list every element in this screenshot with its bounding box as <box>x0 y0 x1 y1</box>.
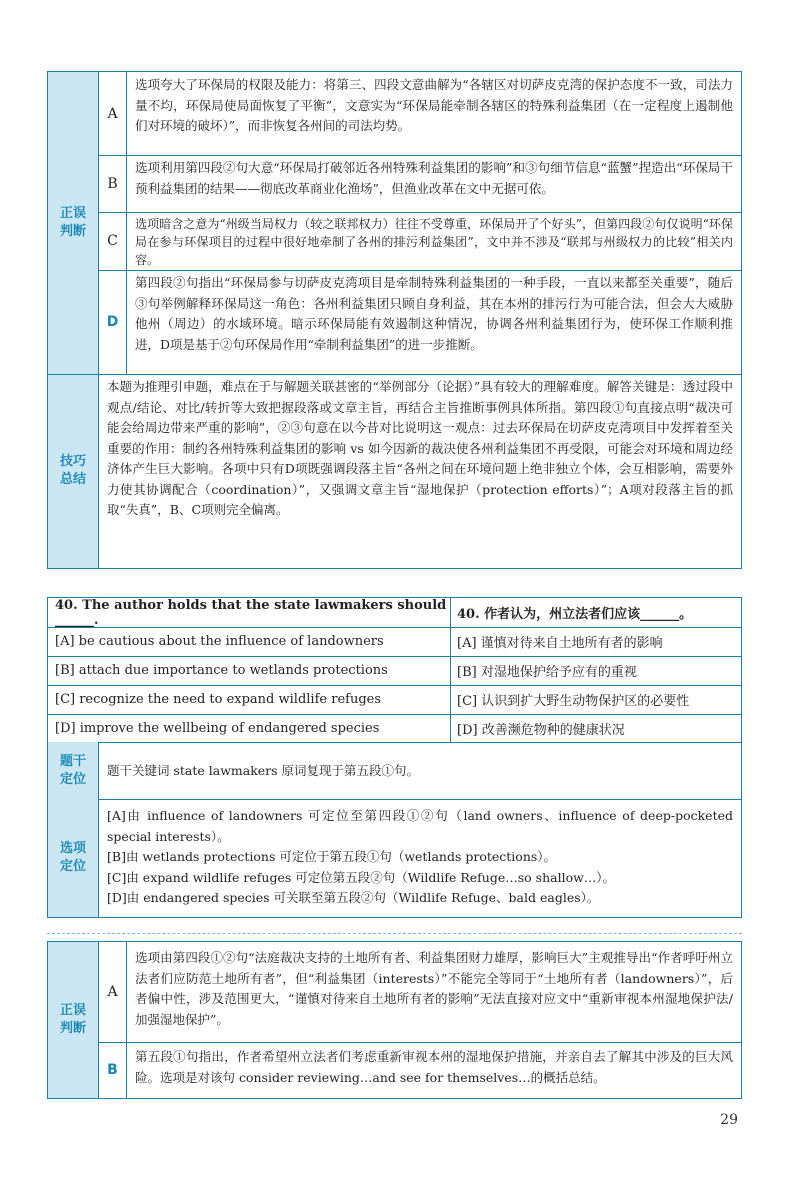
category-label-judgement-2: 正误 判断 <box>48 942 99 1098</box>
category-label-stem-locate: 题干 定位 <box>48 742 99 799</box>
option-locate-line-a: [A]由 influence of landowners 可定位至第四段①②句（land owners、influence of deep-pocketed special interests）。 <box>107 808 733 844</box>
option-d-zh[interactable]: [D] 改善濒危物种的健康状况 <box>457 722 625 738</box>
category-label-judgement: 正误 判断 <box>48 72 99 374</box>
option-c-zh[interactable]: [C] 认识到扩大野生动物保护区的必要性 <box>457 694 690 709</box>
option-d-en[interactable]: [D] improve the wellbeing of endangered species <box>55 720 380 736</box>
analysis-table-2 <box>47 941 742 1099</box>
option-locate-line-c: [C]由 expand wildlife refuges 可定位第五段②句（Wildlife Refuge…so shallow…）。 <box>107 869 616 885</box>
question-stem-zh: 40. 作者认为，州立法者们应该______。 <box>457 607 693 622</box>
analysis-text-c: 选项暗含之意为“州级当局权力（较之联邦权力）往往不受尊重，环保局开了个好头”，但第四段②句仅说明“环保局在参与环保项目的过程中很好地牵制了各州的排污利益集团”，文中并不涉及“联邦与州级权力的比较”相关内容。 <box>135 217 733 267</box>
question-40-table <box>47 597 742 918</box>
option-letter-b: B <box>99 155 127 212</box>
question-stem-en: 40. The author holds that the state lawmakers should ______. <box>55 597 447 628</box>
page-number: 29 <box>720 1112 738 1128</box>
skills-summary-text: 本题为推理引申题，难点在于与解题关联甚密的“举例部分（论据）”具有较大的理解难度。解答关键是：透过段中观点/结论、对比/转折等大致把握段落或文章主旨，再结合主旨推断事例具体所指。第四段①句直接点明“裁决可能会给周边带来严重的影响”，②③句意在以今昔对比说明这一观点：过去环保局在切萨皮克湾项目中发挥着至关重要的作用：制约各州特殊利益集团的影响 vs 如今因新的裁决使各州利益集团不再受限，可能会对环境和周边经济体产生巨大影响。各项中只有D项既强调段落主旨“各州之间在环境问题上绝非独立个体，会互相影响，需要外力使其协调配合（coordination）”，又强调文章主旨“湿地保护（protection efforts）”；A项对段落主旨的抓取“失真”，B、C项则完全偏离。 <box>107 379 733 517</box>
option-a-zh[interactable]: [A] 谨慎对待来自土地所有者的影响 <box>457 636 663 651</box>
analysis-text-d: 第四段②句指出“环保局参与切萨皮克湾项目是牵制特殊利益集团的一种手段，一直以来都至关重要”，随后③句举例解释环保局这一角色：各州利益集团只顾自身利益，其在本州的排污行为可能合法，但会大大威胁他州（周边）的水域环境。暗示环保局能有效遏制这种情况，协调各州利益集团行为，使环保工作顺利推进，D项是基于②句环保局作用“牵制利益集团”的进一步推断。 <box>135 275 733 352</box>
option-locate-line-b: [B]由 wetlands protections 可定位于第五段①句（wetlands protections）。 <box>107 849 557 864</box>
option-letter-c: C <box>99 212 127 270</box>
option-letter-b-2: B <box>99 1042 127 1098</box>
option-letter-a-2: A <box>99 942 127 1042</box>
option-locate-text <box>99 799 741 917</box>
section-divider <box>47 933 742 934</box>
option-letter-d: D <box>99 270 127 374</box>
analysis-table-1 <box>47 71 742 569</box>
category-label-option-locate: 选项 定位 <box>48 799 99 917</box>
analysis2-text-a: 选项由第四段①②句“法庭裁决支持的土地所有者、利益集团财力雄厚，影响巨大”主观推导出“作者呼吁州立法者们应防范土地所有者”，但“利益集团（interests）”不能完全等同于“土地所有者（landowners）”，后者偏中性，涉及范围更大，“谨慎对待来自土地所有者的影响”无法直接对应文中“重新审视本州湿地保护法/加强湿地保护”。 <box>135 950 733 1027</box>
analysis-text-a: 选项夸大了环保局的权限及能力：将第三、四段文意曲解为“各辖区对切萨皮克湾的保护态度不一致，司法力量不均，环保局使局面恢复了平衡”，文意实为“环保局能牵制各辖区的特殊利益集团（在一定程度上遏制他们对环境的破坏）”，而非恢复各州间的司法均势。 <box>135 77 733 133</box>
option-b-en[interactable]: [B] attach due importance to wetlands protections <box>55 663 388 678</box>
stem-locate-text <box>99 742 741 799</box>
category-label-skills: 技巧 总结 <box>48 374 99 568</box>
option-a-en[interactable]: [A] be cautious about the influence of landowners <box>55 634 384 649</box>
option-locate-line-d: [D]由 endangered species 可关联至第五段②句（Wildlife Refuge、bald eagles）。 <box>107 890 600 905</box>
analysis-text-b: 选项利用第四段②句大意“环保局打破邻近各州特殊利益集团的影响”和③句细节信息“蓝蟹”捏造出“环保局干预利益集团的结果——彻底改革商业化渔场”，但渔业改革在文中无据可依。 <box>135 160 733 196</box>
option-letter-a: A <box>99 72 127 155</box>
option-c-en[interactable]: [C] recognize the need to expand wildlife refuges <box>55 692 382 707</box>
analysis2-text-b: 第五段①句指出，作者希望州立法者们考虑重新审视本州的湿地保护措施，并亲自去了解其中涉及的巨大风险。选项是对该句 consider reviewing…and see for themselves…的概括总结。 <box>135 1049 733 1085</box>
option-b-zh[interactable]: [B] 对湿地保护给予应有的重视 <box>457 665 637 680</box>
stem-locate-content: 题干关键词 state lawmakers 原词复现于第五段①句。 <box>107 762 420 778</box>
